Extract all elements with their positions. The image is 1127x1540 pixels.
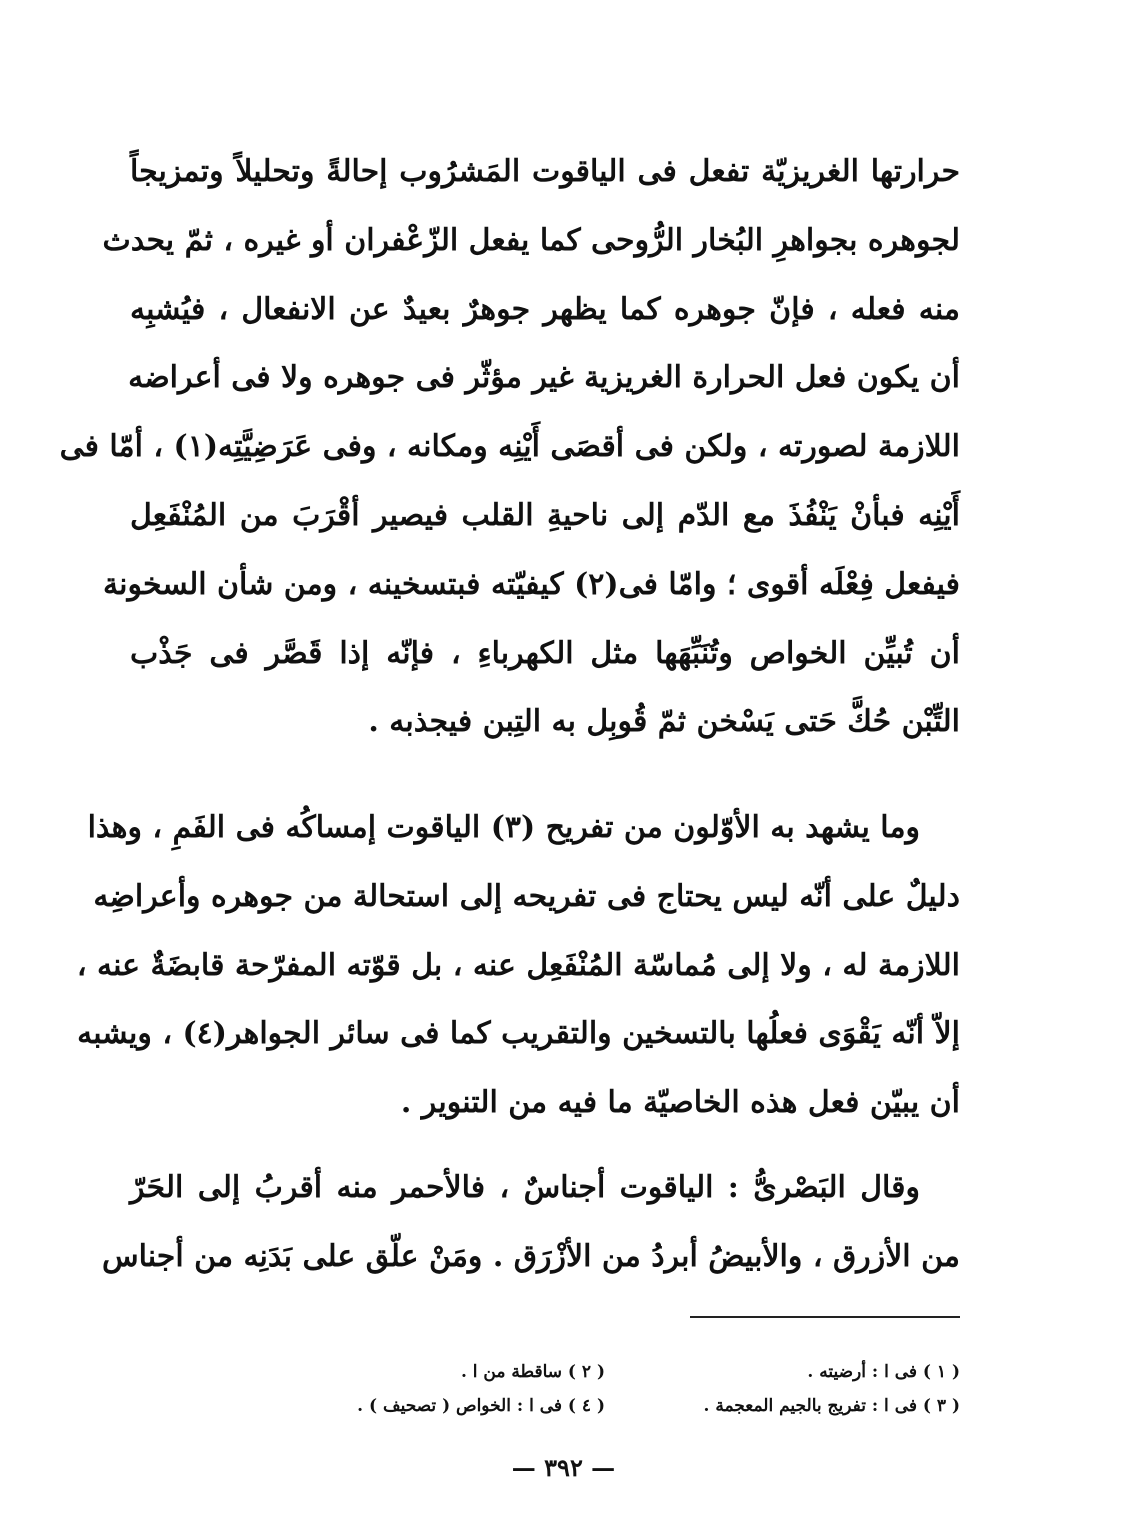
footnote-row — [250, 1389, 960, 1423]
footnote-3: ( ٣ ) فى ا : تفريج بالجيم المعجمة . — [703, 1396, 960, 1416]
footnote-row — [250, 1355, 960, 1389]
text-line: أن يكون فعل الحرارة الغريزية غير مؤثّر فى جوهره ولا فى أعراضه — [128, 360, 960, 396]
text-line: أن تُبيِّن الخواص وتُنَبِّهَها مثل الكهرباءِ ، فإنّه إذا قَصَّر فى جَذْب — [130, 635, 960, 671]
footnote-divider — [690, 1316, 960, 1318]
text-line: منه فعله ، فإنّ جوهره كما يظهر جوهرٌ بعيدٌ عن الانفعال ، فيُشبِه — [130, 291, 960, 327]
footnote-1: ( ١ ) فى ا : أرضيته . — [807, 1362, 960, 1382]
paragraph-1 — [59, 138, 960, 757]
text-line: حرارتها الغريزيّة تفعل فى الياقوت المَشرُوب إحالةً وتحليلاً وتمزيجاً — [130, 154, 960, 189]
text-line: دليلٌ على أنّه ليس يحتاج فى تفريحه إلى استحالة من جوهره وأعراضِه — [93, 878, 960, 914]
text-line: أن يبيّن فعل هذه الخاصيّة ما فيه من التنوير . — [400, 1085, 960, 1121]
footnote-4: ( ٤ ) فى ا : الخواص ( تصحيف ) . — [357, 1396, 605, 1416]
text-line: التِّبْن حُكَّ حَتى يَسْخن ثمّ قُوبِل به التِبن فيجذبه . — [368, 704, 960, 740]
text-line: أَيْنِه فبأنْ يَنْفُذَ مع الدّم إلى ناحيةِ القلب فيصير أقْرَبَ من المُنْفَعِل — [130, 497, 960, 533]
footnote-2: ( ٢ ) ساقطة من ا . — [460, 1362, 605, 1382]
text-line: لجوهره بجواهرِ البُخار الرُّوحى كما يفعل الزّعْفران أو غيره ، ثمّ يحدث — [102, 222, 960, 258]
page-number: — ٣٩٢ — — [511, 1453, 616, 1482]
text-line: فيفعل فِعْلَه أقوى ؛ وامّا فى(٢) كيفيّته فبتسخينه ، ومن شأن السخونة — [103, 566, 960, 602]
text-line: وقال البَصْرىُّ : الياقوت أجناسٌ ، فالأحمر منه أقربُ إلى الحَرّ — [130, 1170, 920, 1205]
text-line: وما يشهد به الأوّلون من تفريح (٣) الياقوت إمساكُه فى الفَمِ ، وهذا — [87, 810, 920, 845]
text-line: اللازمة لصورته ، ولكن فى أقصَى أَيْنِه ومكانه ، وفى عَرَضِيَّتِه(١) ، أمّا فى — [59, 429, 960, 465]
text-line: إلاّ أنّه يَقْوَى فعلُها بالتسخين والتقريب كما فى سائر الجواهر(٤) ، ويشبه — [77, 1016, 960, 1052]
text-line: اللازمة له ، ولا إلى مُماسّة المُنْفَعِل عنه ، بل قوّته المفرّحة قابضَةٌ عنه ، — [76, 947, 960, 983]
paragraph-3 — [101, 1154, 960, 1292]
paragraph-2 — [76, 794, 960, 1138]
text-line: من الأزرق ، والأبيضُ أبردُ من الأزْرَق . ومَنْ علّق على بَدَنِه من أجناس — [101, 1238, 960, 1274]
footnotes — [250, 1355, 960, 1423]
